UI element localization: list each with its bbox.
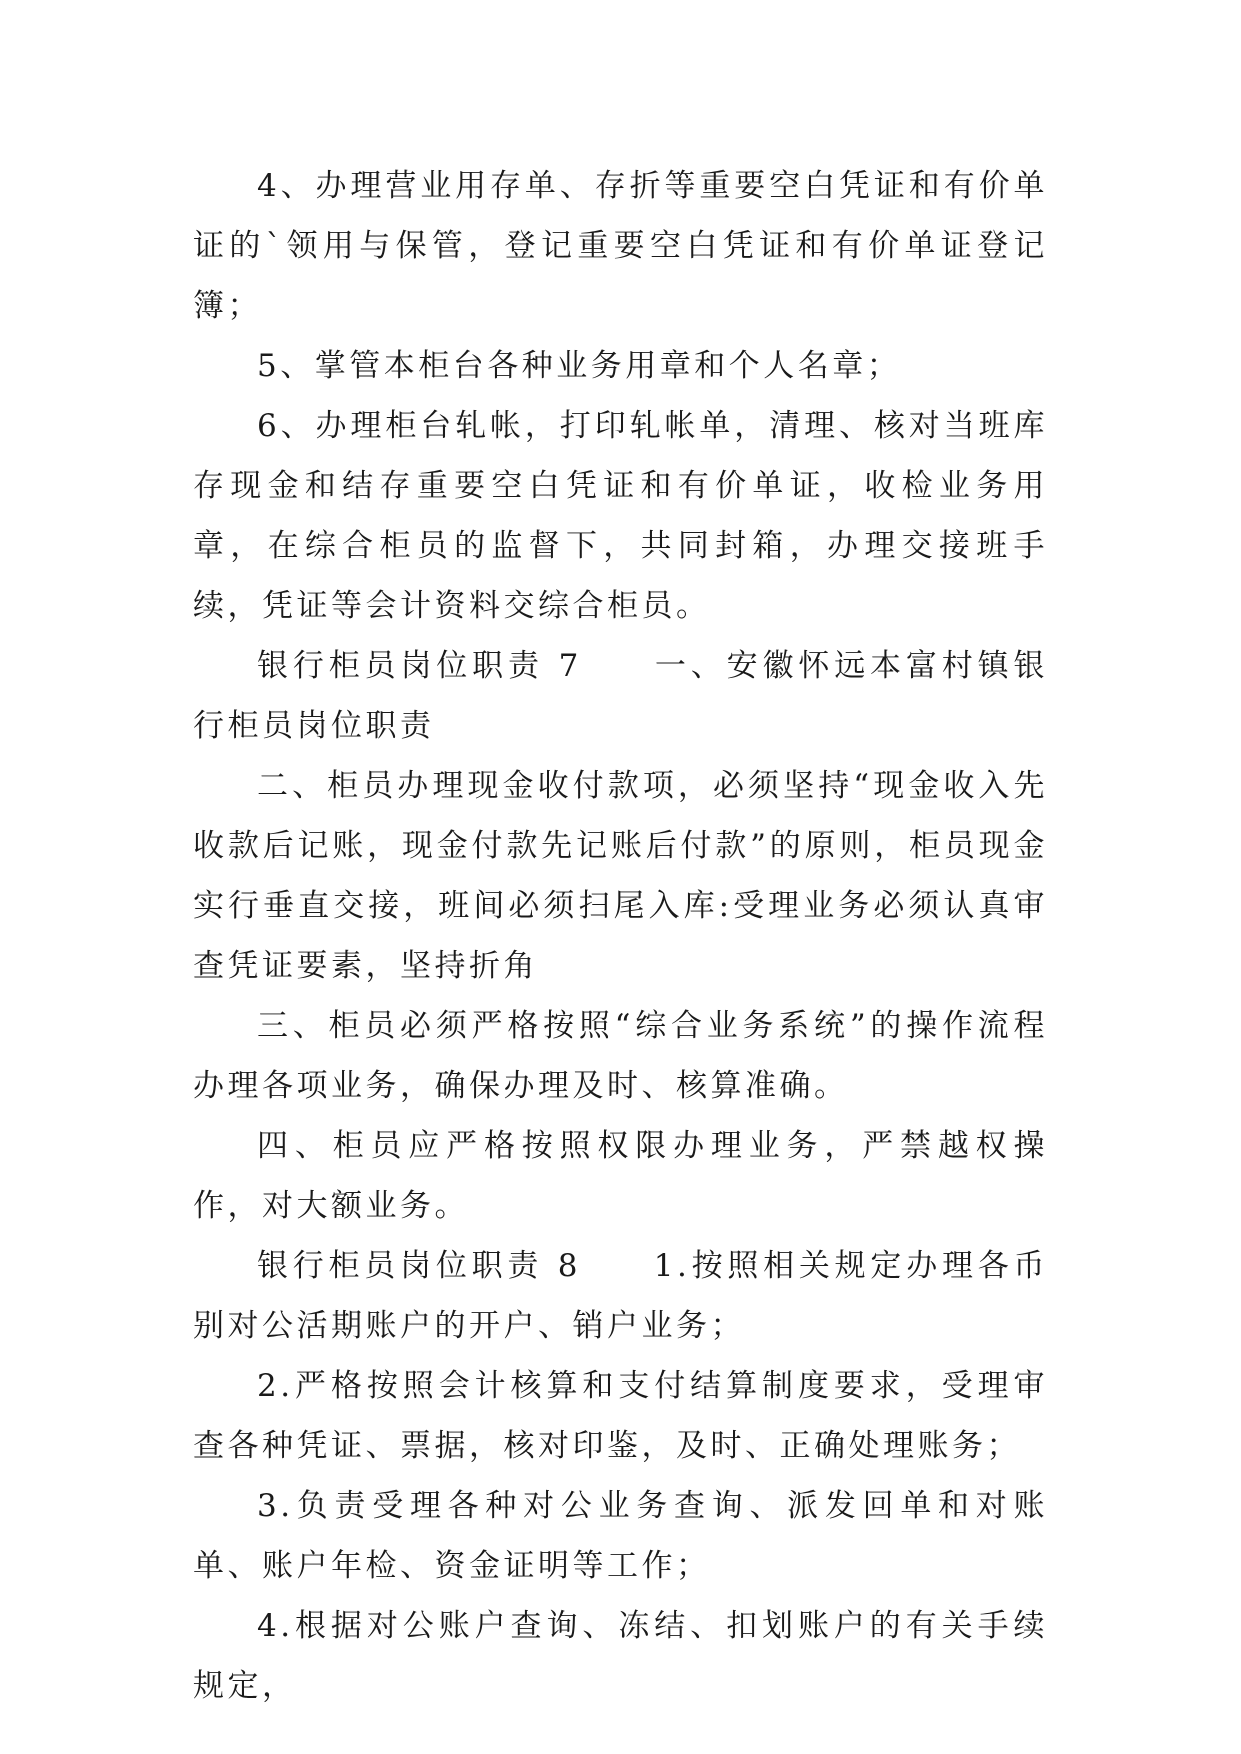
paragraph-item-er: 二、柜员办理现金收付款项，必须坚持“现金收入先收款后记账，现金付款先记账后付款”的原则，柜员现金实行垂直交接，班间必须扫尾入库:受理业务必须认真审查凭证要素，坚持折角 — [193, 768, 1048, 984]
paragraph-item-6: 6、办理柜台轧帐，打印轧帐单，清理、核对当班库存现金和结存重要空白凭证和有价单证，收检业务用章，在综合柜员的监督下，共同封箱，办理交接班手续，凭证等会计资料交综合柜员。 — [193, 408, 1048, 624]
document-body — [193, 156, 1048, 1716]
paragraph-item-san: 三、柜员必须严格按照“综合业务系统”的操作流程办理各项业务，确保办理及时、核算准确。 — [193, 1008, 1048, 1104]
paragraph-item-5: 5、掌管本柜台各种业务用章和个人名章； — [257, 348, 902, 384]
paragraph-item-si: 四、柜员应严格按照权限办理业务，严禁越权操作，对大额业务。 — [193, 1128, 1048, 1224]
section-heading-8: 银行柜员岗位职责 8 1.按照相关规定办理各币别对公活期账户的开户、销户业务； — [193, 1248, 1048, 1344]
paragraph-item-4: 4、办理营业用存单、存折等重要空白凭证和有价单证的`领用与保管，登记重要空白凭证和有价单证登记簿； — [193, 168, 1048, 324]
paragraph-item-2: 2.严格按照会计核算和支付结算制度要求，受理审查各种凭证、票据，核对印鉴，及时、正确处理账务； — [193, 1368, 1048, 1464]
paragraph-item-3: 3.负责受理各种对公业务查询、派发回单和对账单、账户年检、资金证明等工作； — [193, 1488, 1048, 1584]
section-heading-7: 银行柜员岗位职责 7 一、安徽怀远本富村镇银行柜员岗位职责 — [193, 648, 1048, 744]
paragraph-item-4b: 4.根据对公账户查询、冻结、扣划账户的有关手续规定， — [193, 1608, 1048, 1704]
